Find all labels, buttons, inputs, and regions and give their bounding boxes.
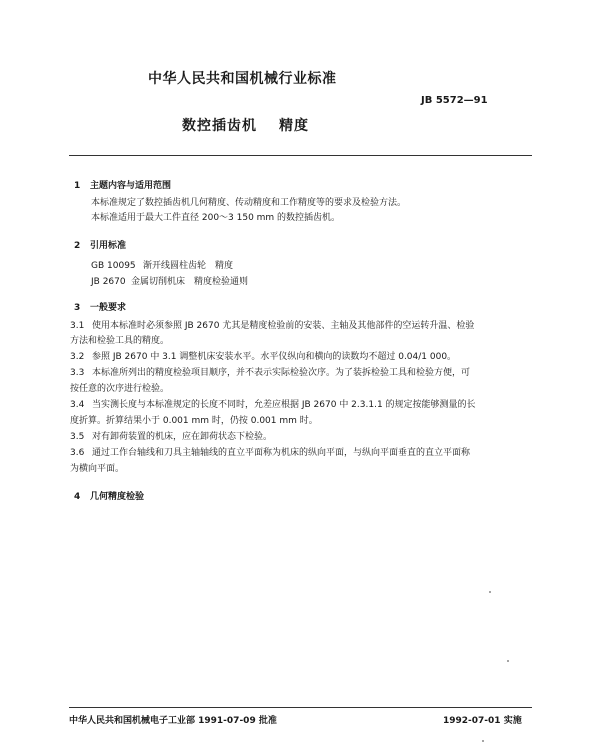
clause-number: 3.6 (70, 448, 85, 458)
section-4-number: 4 (74, 492, 81, 502)
reference-code: JB 2670 (91, 277, 126, 287)
clause-text: 通过工作台轴线和刀具主轴轴线的直立平面称为机床的纵向平面，与纵向平面垂直的直立平面称 (92, 448, 471, 458)
clause-3-4-line-2: 度折算。折算结果小于 0.001 mm 时，仍按 0.001 mm 时。 (70, 416, 318, 426)
standard-number: JB 5572—91 (421, 95, 488, 106)
scan-speck (489, 591, 491, 593)
clause-text: 参照 JB 2670 中 3.1 调整机床安装水平。水平仪纵向和横向的读数均不超过 0.04/1 000。 (92, 352, 457, 362)
clause-number: 3.2 (70, 352, 85, 362)
section-1-paragraph-1: 本标准规定了数控插齿机几何精度、传动精度和工作精度等的要求及检验方法。 (91, 198, 407, 208)
reference-title: 金属切削机床 精度检验通则 (131, 277, 249, 287)
section-4-title: 几何精度检验 (90, 492, 145, 502)
section-3-number: 3 (74, 303, 81, 313)
reference-item (91, 260, 233, 273)
implementation-date: 1992-07-01 实施 (443, 716, 522, 726)
clause-text: 当实测长度与本标准规定的长度不同时，允差应根据 JB 2670 中 2.3.1.1 的规定按能够测量的长 (92, 400, 476, 410)
standard-category-title: 中华人民共和国机械行业标准 (148, 71, 337, 87)
clause-3-6-line-1 (70, 447, 470, 460)
document-title-main: 数控插齿机 (182, 118, 257, 134)
section-2-heading (74, 238, 126, 251)
section-2-title: 引用标准 (90, 241, 127, 251)
reference-item (91, 276, 248, 289)
clause-3-3-line-1 (70, 367, 470, 380)
section-1-title: 主题内容与适用范围 (90, 181, 172, 191)
section-3-heading (74, 300, 126, 313)
document-title (182, 115, 309, 135)
clause-number: 3.4 (70, 400, 85, 410)
clause-3-4-line-1 (70, 399, 476, 412)
clause-text: 对有卸荷装置的机床，应在卸荷状态下检验。 (92, 432, 273, 442)
clause-3-1-line-2: 方法和检验工具的精度。 (70, 336, 170, 346)
reference-title: 渐开线圆柱齿轮 精度 (143, 261, 234, 271)
clause-text: 使用本标准时必须参照 JB 2670 尤其是精度检验前的安装、主轴及其他部件的空运转升温、检验 (92, 321, 475, 331)
approval-line: 中华人民共和国机械电子工业部 1991-07-09 批准 (69, 716, 277, 726)
header-rule (69, 155, 532, 156)
scan-speck (507, 660, 509, 662)
section-1-number: 1 (74, 181, 81, 191)
section-2-number: 2 (74, 241, 81, 251)
clause-3-1-line-1 (70, 320, 474, 333)
reference-code: GB 10095 (91, 261, 136, 271)
section-3-title: 一般要求 (90, 303, 127, 313)
section-1-heading (74, 178, 171, 191)
clause-number: 3.1 (70, 321, 85, 331)
clause-3-5 (70, 431, 272, 444)
document-title-sub: 精度 (279, 118, 309, 134)
section-1-paragraph-2: 本标准适用于最大工件直径 200～3 150 mm 的数控插齿机。 (91, 213, 341, 223)
clause-number: 3.5 (70, 432, 85, 442)
clause-3-2 (70, 351, 456, 364)
clause-text: 本标准所列出的精度检验项目顺序，并不表示实际检验次序。为了装拆检验工具和检验方便，可 (92, 368, 471, 378)
clause-number: 3.3 (70, 368, 85, 378)
footer-rule (69, 707, 532, 708)
clause-3-6-line-2: 为横向平面。 (70, 464, 125, 474)
section-4-heading (74, 489, 144, 502)
clause-3-3-line-2: 按任意的次序进行检验。 (70, 384, 170, 394)
